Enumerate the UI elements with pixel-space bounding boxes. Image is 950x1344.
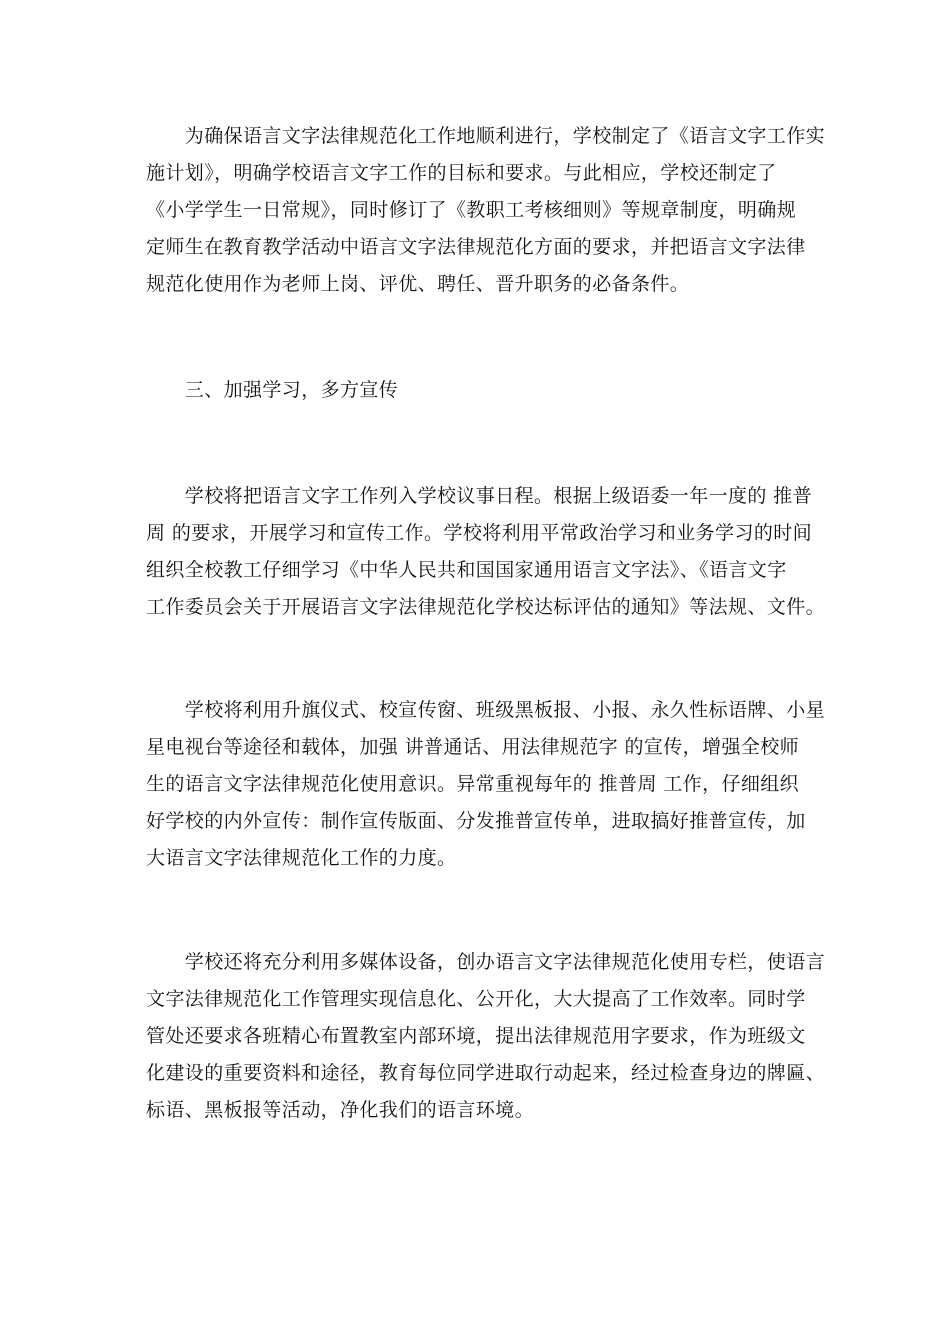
paragraph-line: 标语、黑板报等活动，净化我们的语言环境。 <box>146 1099 535 1121</box>
paragraph-line: 学校将把语言文字工作列入学校议事日程。根据上级语委一年一度的 推普 <box>146 485 813 507</box>
paragraph-line: 文字法律规范化工作管理实现信息化、公开化，大大提高了工作效率。同时学 <box>146 988 806 1010</box>
paragraph-line: 周 的要求，开展学习和宣传工作。学校将利用平常政治学习和业务学习的时间 <box>146 522 813 544</box>
section-heading: 三、加强学习，多方宣传 <box>146 379 399 401</box>
paragraph-line: 施计划》，明确学校语言文字工作的目标和要求。与此相应，学校还制定了 <box>146 162 777 184</box>
paragraph-line: 学校还将充分利用多媒体设备，创办语言文字法律规范化使用专栏，使语言 <box>146 951 826 973</box>
paragraph-line: 星电视台等途径和载体，加强 讲普通话、用法律规范字 的宣传，增强全校师 <box>146 736 800 758</box>
paragraph-line: 为确保语言文字法律规范化工作地顺利进行，学校制定了《语言文字工作实 <box>146 125 826 147</box>
paragraph-line: 《小学学生一日常规》，同时修订了《教职工考核细则》等规章制度，明确规 <box>146 199 797 221</box>
paragraph-line: 定师生在教育教学活动中语言文字法律规范化方面的要求，并把语言文字法律 <box>146 236 806 258</box>
paragraph-line: 大语言文字法律规范化工作的力度。 <box>146 847 457 869</box>
paragraph-line: 工作委员会关于开展语言文字法律规范化学校达标评估的通知》等法规、文件。 <box>146 596 826 618</box>
paragraph-line: 好学校的内外宣传：制作宣传版面、分发推普宣传单，进取搞好推普宣传，加 <box>146 810 806 832</box>
paragraph-line: 管处还要求各班精心布置教室内部环境，提出法律规范用字要求，作为班级文 <box>146 1025 806 1047</box>
paragraph-line: 规范化使用作为老师上岗、评优、聘任、晋升职务的必备条件。 <box>146 273 690 295</box>
paragraph-line: 化建设的重要资料和途径，教育每位同学进取行动起来，经过检查身边的牌匾、 <box>146 1062 826 1084</box>
paragraph-line: 组织全校教工仔细学习《中华人民共和国国家通用语言文字法》、《语言文字 <box>146 559 787 581</box>
paragraph-line: 生的语言文字法律规范化使用意识。异常重视每年的 推普周 工作，仔细组织 <box>146 773 800 795</box>
paragraph-line: 学校将利用升旗仪式、校宣传窗、班级黑板报、小报、永久性标语牌、小星 <box>146 699 826 721</box>
